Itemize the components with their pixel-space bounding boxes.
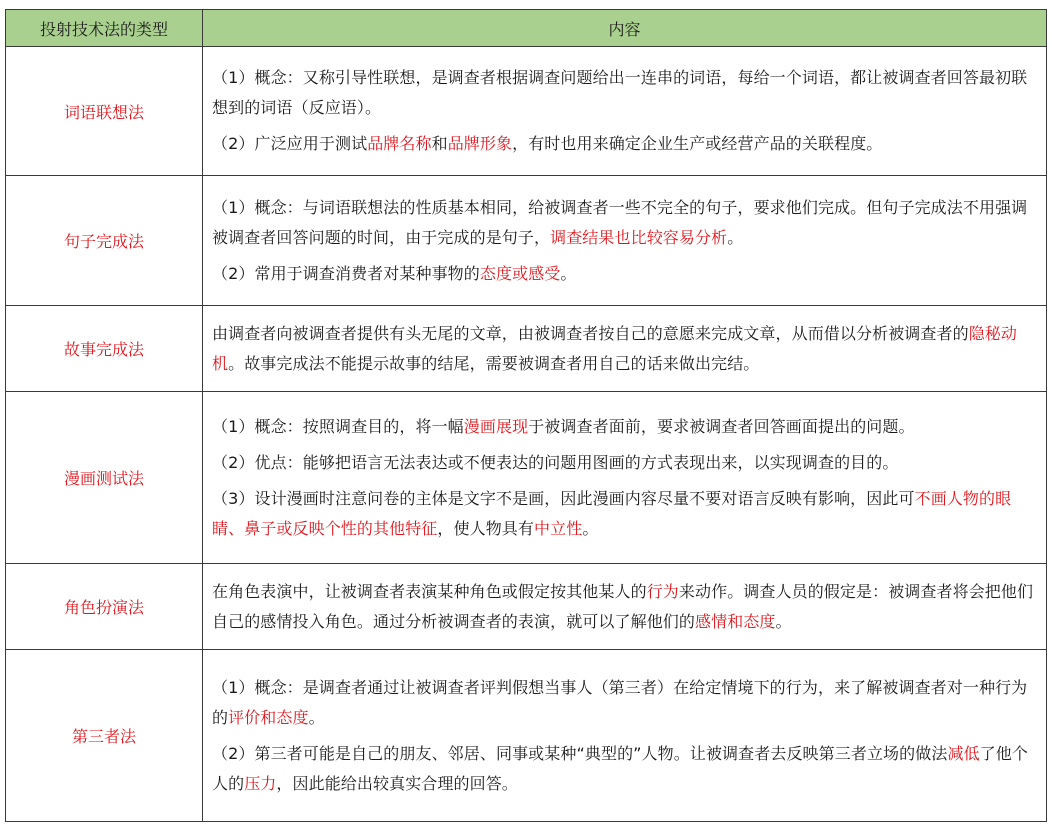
technique-content	[203, 392, 1047, 564]
table-row	[6, 564, 1047, 650]
text-segment: ，有时也用来确定企业生产或经营产品的关联程度。	[512, 134, 883, 153]
technique-content	[203, 306, 1047, 392]
highlight-text: 隐秘动机	[212, 323, 1018, 373]
highlight-text: 中立性	[534, 518, 583, 538]
highlight-text: 品牌形象	[447, 134, 513, 153]
technique-type: 故事完成法	[6, 306, 203, 392]
content-paragraph	[212, 129, 1038, 159]
highlight-text: 感情和态度	[695, 611, 776, 631]
technique-content	[203, 176, 1047, 306]
text-segment: （3）设计漫画时注意问卷的主体是文字不是画，因此漫画内容尽量不要对语言反映有影响，因此可	[212, 488, 915, 508]
text-segment: （1）概念：按照调查目的，将一幅	[212, 416, 464, 436]
content-paragraph	[212, 412, 1038, 442]
table-row	[6, 650, 1047, 822]
text-segment: ，使人物具有	[437, 518, 535, 538]
text-segment: （1）概念：与词语联想法的性质基本相同，给被调查者一些不完全的句子，要求他们完成。但句子完成法不用强调被调查者回答问题的时间，由于完成的是句子，	[212, 197, 1028, 247]
highlight-text: 评价和态度	[228, 707, 309, 727]
technique-type: 角色扮演法	[6, 564, 203, 650]
text-segment: 于被调查者面前，要求被调查者回答画面提出的问题。	[528, 416, 915, 436]
text-segment: 。	[775, 611, 792, 631]
table-row	[6, 176, 1047, 306]
content-paragraph	[212, 739, 1038, 799]
text-segment: 由调查者向被调查者提供有头无尾的文章，由被调查者按自己的意愿来完成文章，从而借以分析被调查者的	[212, 323, 969, 343]
technique-type: 句子完成法	[6, 176, 203, 306]
highlight-text: 减低	[947, 743, 980, 763]
highlight-text: 态度或感受	[479, 263, 561, 283]
text-segment: 。	[308, 707, 325, 727]
technique-content	[203, 47, 1047, 176]
text-segment: （2）优点：能够把语言无法表达或不便表达的问题用图画的方式表现出来，以实现调查的目的。	[212, 452, 899, 472]
content-paragraph	[212, 673, 1038, 733]
text-segment: （2）常用于调查消费者对某种事物的	[212, 263, 480, 283]
table-header-row	[6, 10, 1047, 47]
table-row	[6, 306, 1047, 392]
text-segment: 。故事完成法不能提示故事的结尾，需要被调查者用自己的话来做出完结。	[228, 353, 760, 373]
table-row	[6, 47, 1047, 176]
content-paragraph	[212, 193, 1038, 253]
text-segment: （1）概念：又称引导性联想，是调查者根据调查问题给出一连串的词语，每给一个词语，都让被调查者回答最初联想到的词语（反应语）。	[212, 68, 1028, 117]
highlight-text: 不画人物的眼睛、鼻子或反映个性的其他特征	[212, 488, 1012, 538]
highlight-text: 调查结果也比较容易分析	[550, 227, 728, 247]
text-segment: 来动作。调查人员的假定是：被调查者将会把他们自己的感情投入角色。通过分析被调查者的表演，就可以了解他们的	[212, 581, 1034, 631]
text-segment: ，因此能给出较真实合理的回答。	[276, 773, 518, 793]
content-paragraph	[212, 319, 1038, 379]
technique-type: 词语联想法	[6, 47, 203, 176]
content-paragraph	[212, 259, 1038, 289]
table-row	[6, 392, 1047, 564]
content-paragraph	[212, 577, 1038, 637]
content-paragraph	[212, 484, 1038, 544]
highlight-text: 压力	[244, 773, 277, 793]
highlight-text: 行为	[646, 581, 679, 601]
text-segment: （1）概念：是调查者通过让被调查者评判假想当事人（第三者）在给定情境下的行为，来了解被调查者对一种行为的	[212, 677, 1028, 727]
content-paragraph	[212, 63, 1038, 123]
text-segment: 了他个人的	[212, 743, 1028, 793]
technique-type: 漫画测试法	[6, 392, 203, 564]
technique-content	[203, 650, 1047, 822]
technique-content	[203, 564, 1047, 650]
text-segment: 。	[582, 518, 599, 538]
header-type: 投射技术法的类型	[6, 10, 203, 47]
text-segment: （2）第三者可能是自己的朋友、邻居、同事或某种“典型的”人物。让被调查者去反映第三者立场的做法	[212, 743, 948, 763]
technique-type: 第三者法	[6, 650, 203, 822]
highlight-text: 漫画展现	[463, 416, 529, 436]
text-segment: 。	[727, 227, 744, 247]
highlight-text: 品牌名称	[367, 134, 432, 153]
text-segment: （2）广泛应用于测试	[212, 134, 368, 153]
content-paragraph	[212, 448, 1038, 478]
text-segment: 。	[560, 263, 577, 283]
header-content: 内容	[203, 10, 1047, 47]
projective-techniques-table	[5, 9, 1047, 822]
text-segment: 和	[431, 134, 448, 153]
text-segment: 在角色表演中，让被调查者表演某种角色或假定按其他某人的	[212, 581, 647, 601]
